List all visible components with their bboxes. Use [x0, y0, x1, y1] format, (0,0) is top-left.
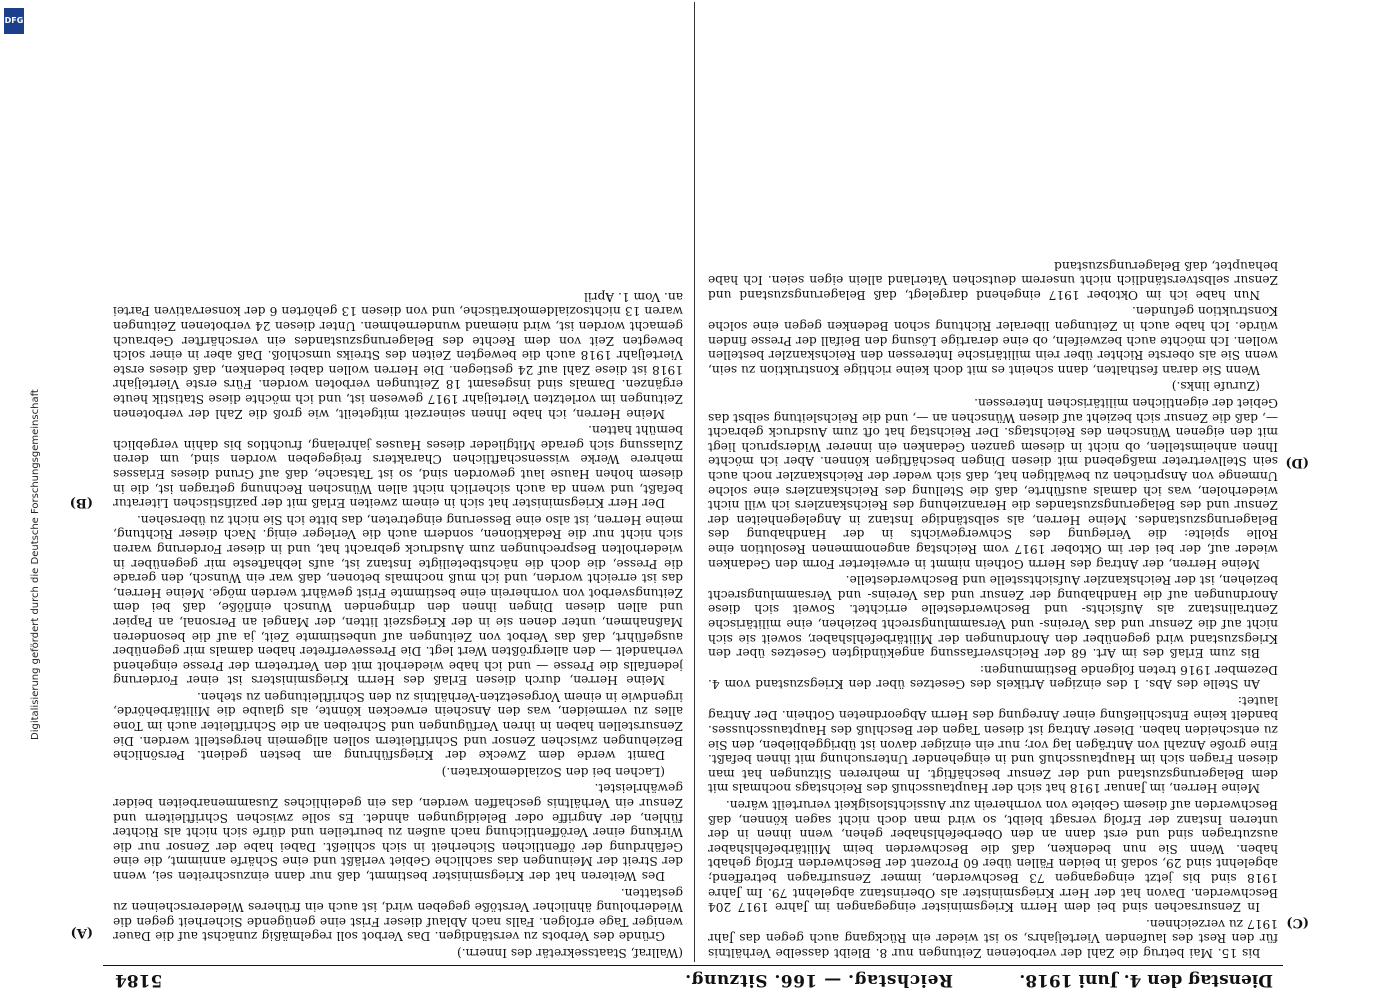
speaker-attribution: (Wallraf, Staatssekretär des Innern.)	[456, 946, 683, 960]
digitization-note: Digitalisierung gefördert durch die Deutsche Forschungsgemeinschaft	[30, 389, 41, 740]
paragraph: (Lachen bei den Sozialdemokraten.)	[441, 764, 665, 779]
paragraph: Damit werde dem Zwecke der Kriegsführung am besten gedient. Persönliche Beziehungen zwischen Zensor und Schriftleitern sollen allgemein hergestellt werden. Die Zensurstellen haben in ihren Verfügungen und Schreiben an die Schriftleiter auch im Tone alles zu vermeiden, was den Anschein erwecken könnte, als glaube die Militärbehörde, irgendwie in einem Vorgesetzten-Verhältnis zu den Schriftleitungen zu stehen.	[113, 689, 683, 763]
page-header	[103, 965, 1283, 990]
paragraph: Bis zum Erlaß des im Art. 68 der Reichsverfassung angekündigten Gesetzes über den Kriegszustand wird gegenüber den Anordnungen der Militärbefehlshaber, soweit sie sich nicht auf die Zensur und das Vereins- und Versammlungsrecht beziehen, eine militärische Zentralinstanz als Aufsichts- und Beschwerdestelle errichtet. Soweit sich diese Anordnungen auf die Handhabung der Zensur und das Vereins- und Versammlungsrecht beziehen, ist der Reichskanzler Aufsichtsstelle und Beschwerdestelle.	[708, 573, 1278, 661]
header-date: Dienstag den 4. Juni 1918.	[1019, 970, 1273, 990]
paragraph: Wenn Sie daran festhalten, dann scheint es mit doch keine richtige Konstruktion zu sein, wenn Sie als oberste Richter über rein militärische Interessen den Reichskanzler bestellen wollen. Ich möchte auch bezweifeln, ob eine derartige Lösung den Beifall der Presse finden würde. Ich habe auch in Zeitungen liberaler Richtung schon Bedenken gegen eine solche Konstruktion gefunden.	[708, 304, 1278, 377]
paragraph: Nun habe ich im Oktober 1917 eingehend dargelegt, daß Belagerungszustand und Zensur selbstverständlich nicht unserem deutschen Vaterland allein eigen seien. Ich habe behauptet, daß Belagerungszustand	[708, 258, 1278, 302]
paragraph: Meine Herren, ich habe Ihnen seinerzeit mitgeteilt, wie groß die Zahl der verbotenen Zeitungen im vorletzten Vierteljahr 1917 gewesen ist, und ich möchte diese Statistik heute ergänzen. Damals sind insgesamt 18 Zeitungen verboten worden. Fürs erste Vierteljahr 1918 ist diese Zahl auf 24 gestiegen. Die Herren wollen dabei bedenken, daß dieses erste Vierteljahr 1918 auch die bewegten Zeiten des Streiks umschloß. Daß aber in einer solch bewegten Zeit von dem Rechte des Belagerungszustandes ein verschärfter Gebrauch gemacht worden ist, wird niemand wundernehmen. Unter diesen 24 verbotenen Zeitungen waren 13 nichtsozialdemokratische, und von diesen 13 gehörten 6 der konservativen Partei an. Vom 1. April	[113, 289, 683, 421]
paragraph: bis 15. Mai betrug die Zahl der verbotenen Zeitungen nur 8. Bleibt dasselbe Verhältnis für den Rest des laufenden Vierteljahrs, so ist wieder ein Rückgang auch gegen das Jahr 1917 zu verzeichnen.	[708, 916, 1278, 960]
text-column-right	[708, 20, 1278, 960]
margin-marker-a: (A)	[70, 925, 93, 940]
paragraph: In Zensursachen sind bei dem Herrn Kriegsminister eingegangen im Jahre 1917 204 Beschwerden. Davon hat der Herr Kriegsminister als Oberinstanz abgelehnt 79. Im Jahre 1918 sind bis jetzt eingegangen 73 Beschwerden, immer Zensurfragen betreffend; abgelehnt sind 29, sodaß in beiden Fällen über 60 Prozent der Beschwerden Erfolg gehabt haben. Wenn Sie nun bedenken, daß die Beschwerden beim Militärbefehlshaber auszutragen sind und erst dann an den Oberbefehlshaber gehen, wenn ihnen in der unteren Instanz der Erfolg versagt bleibt, so wird man doch nicht sagen können, daß Beschwerden auf diesem Gebiete von vornherein zur Aussichtslosigkeit verurteilt wären.	[708, 798, 1278, 915]
header-title: Reichstag. — 166. Sitzung.	[684, 970, 953, 990]
paragraph: Gründe des Verbots zu verständigen. Das Verbot soll regelmäßig zunächst auf die Dauer weniger Tage erfolgen. Falls nach Ablauf dieser Frist eine genügende Sicherheit gegen die Wiederholung ähnlicher Verstöße gegeben wird, ist auch ein früheres Wiedererscheinen zu gestatten.	[113, 885, 683, 944]
column-divider	[694, 2, 695, 962]
paragraph: Meine Herren, der Antrag des Herrn Gothein nimmt in erweiterter Form den Gedanken wieder auf, der bei der im Oktober 1917 vom Reichstag angenommenen Resolution eine Rolle spielte: die Verlegung des Schwergewichts in der Handhabung des Belagerungszustandes. Meine Herren, als selbständige Instanz in Angelegenheiten der Zensur und des Belagerungszustandes die Heranziehung des Reichskanzlers ich will nicht wiederholen, was ich damals ausführte, daß die Stellung des Reichskanzlers eine solche Unmenge von Ansprüchen zu bewältigen hat, daß sich weder der Reichskanzler noch auch sein Stellvertreter maßgebend mit diesen Dingen beschäftigen können. Aber ich möchte Ihnen anheimstellen, ob nicht in diesem ganzen Gedanken ein innerer Widerspruch liegt mit den eigenen Wünschen des Reichstags. Der Reichstag hat oft zum Ausdruck gebracht —, daß die Zensur sich bezieht auf diesen Wünschen an —, und die Reichsleitung selbst das Gebiet der eigentlichen militärischen Interessen.	[708, 396, 1278, 571]
page-number: 5184	[115, 970, 163, 990]
margin-marker-c: (C)	[1286, 915, 1309, 930]
dfg-logo: DFG	[4, 8, 24, 34]
margin-marker-b: (B)	[69, 495, 93, 510]
text-column-left	[113, 20, 683, 960]
margin-marker-d: (D)	[1285, 455, 1309, 470]
paragraph: Meine Herren, durch diesen Erlaß des Herrn Kriegsministers ist einer Forderung jedenfalls die Presse — und ich habe wiederholt mit den Vertretern der Presse eingehend verhandelt — den allergrößten Wert legt. Die Presseverfreter haben damals mir gegenüber ausgeführt, daß das Verbot von Zeitungen auf unbestimmte Zeit, ja auf die besonderen Maßnahmen, unter denen sie in der Kriegszeit litten, der Mangel an Personal, an Papier und allen diesen Dingen ihnen den dringenden Wunsch einflöße, daß bei dem Zeitungsverbot von vornherein eine bestimmte Frist gewährt werden möge. Meine Herren, das ist erreicht worden, und ich muß nochmals betonen, daß war ein Wunsch, den gerade die Presse, die doch die nächstbeteiligte Instanz ist, aufs lebhafteste mir gegenüber in wiederholten Besprechungen zum Ausdruck gebracht hat, und in dieser Forderung waren sich nicht nur die Redaktionen, sondern auch die Verleger einig. Nach dieser Richtung, meine Herren, ist also eine Besserung eingetreten, das bitte ich Sie nicht zu übersehen.	[113, 512, 683, 688]
paragraph: Der Herr Kriegsminister hat sich in einem zweiten Erlaß mit der pazifistischen Literatur befaßt, und wenn da auch sicherlich nicht allen Wünschen Rechnung getragen ist, die in diesem hohen Hause laut geworden sind, so ist Tatsache, daß auf Grund dieses Erlasses mehrere Werke wissenschaftlichen Charakters freigegeben worden sind, um deren Zulassung sich gerade Mitglieder dieses Hauses jahrelang, fruchtlos bis dahin vergeblich bemüht hatten.	[113, 423, 683, 511]
paragraph: Meine Herren, im Januar 1918 hat sich der Hauptausschuß des Reichstags nochmals mit dem Belagerungszustand und der Zensur beschäftigt. In mehreren Sitzungen hat man diesen Fragen sich im Hauptausschuß und in eingehender Untersuchung mit ihnen befaßt. Eine große Anzahl von Anträgen lag vor; nur ein einziger davon ist übriggeblieben, den Sie zu entscheiden haben. Dieser Antrag ist diesen Tagen der Beschluß des Hauptausschusses. bandelt keine Entschließung einer Anregung des Herrn Abgeordneten Gothein. Der Antrag lautet:	[708, 693, 1278, 796]
paragraph: Des Weiteren hat der Kriegsminister bestimmt, daß nur dann einzuschreiten sei, wenn der Streit der Meinungen das sachliche Gebiet verläßt und eine Schärfe annimmt, die eine Gefährdung der öffentlichen Sicherheit in sich schließt. Dabei habe der Zensor nur die Wirkung einer Veröffentlichung nach außen zu beurteilen und dürfe sich nicht als Richter fühlen, der Angriffe oder Beleidigungen ahndet. Es solle zwischen Schriftleitern und Zensur ein Verhältnis geschaffen werden, das ein gedeihliches Zusammenarbeiten beider gewährleistet.	[113, 781, 683, 884]
paragraph: An Stelle des Abs. 1 des einzigen Artikels des Gesetzes über den Kriegszustand vom 4. Dezember 1916 treten folgende Bestimmungen:	[708, 662, 1278, 692]
paragraph: (Zurufe links.)	[1171, 379, 1260, 394]
